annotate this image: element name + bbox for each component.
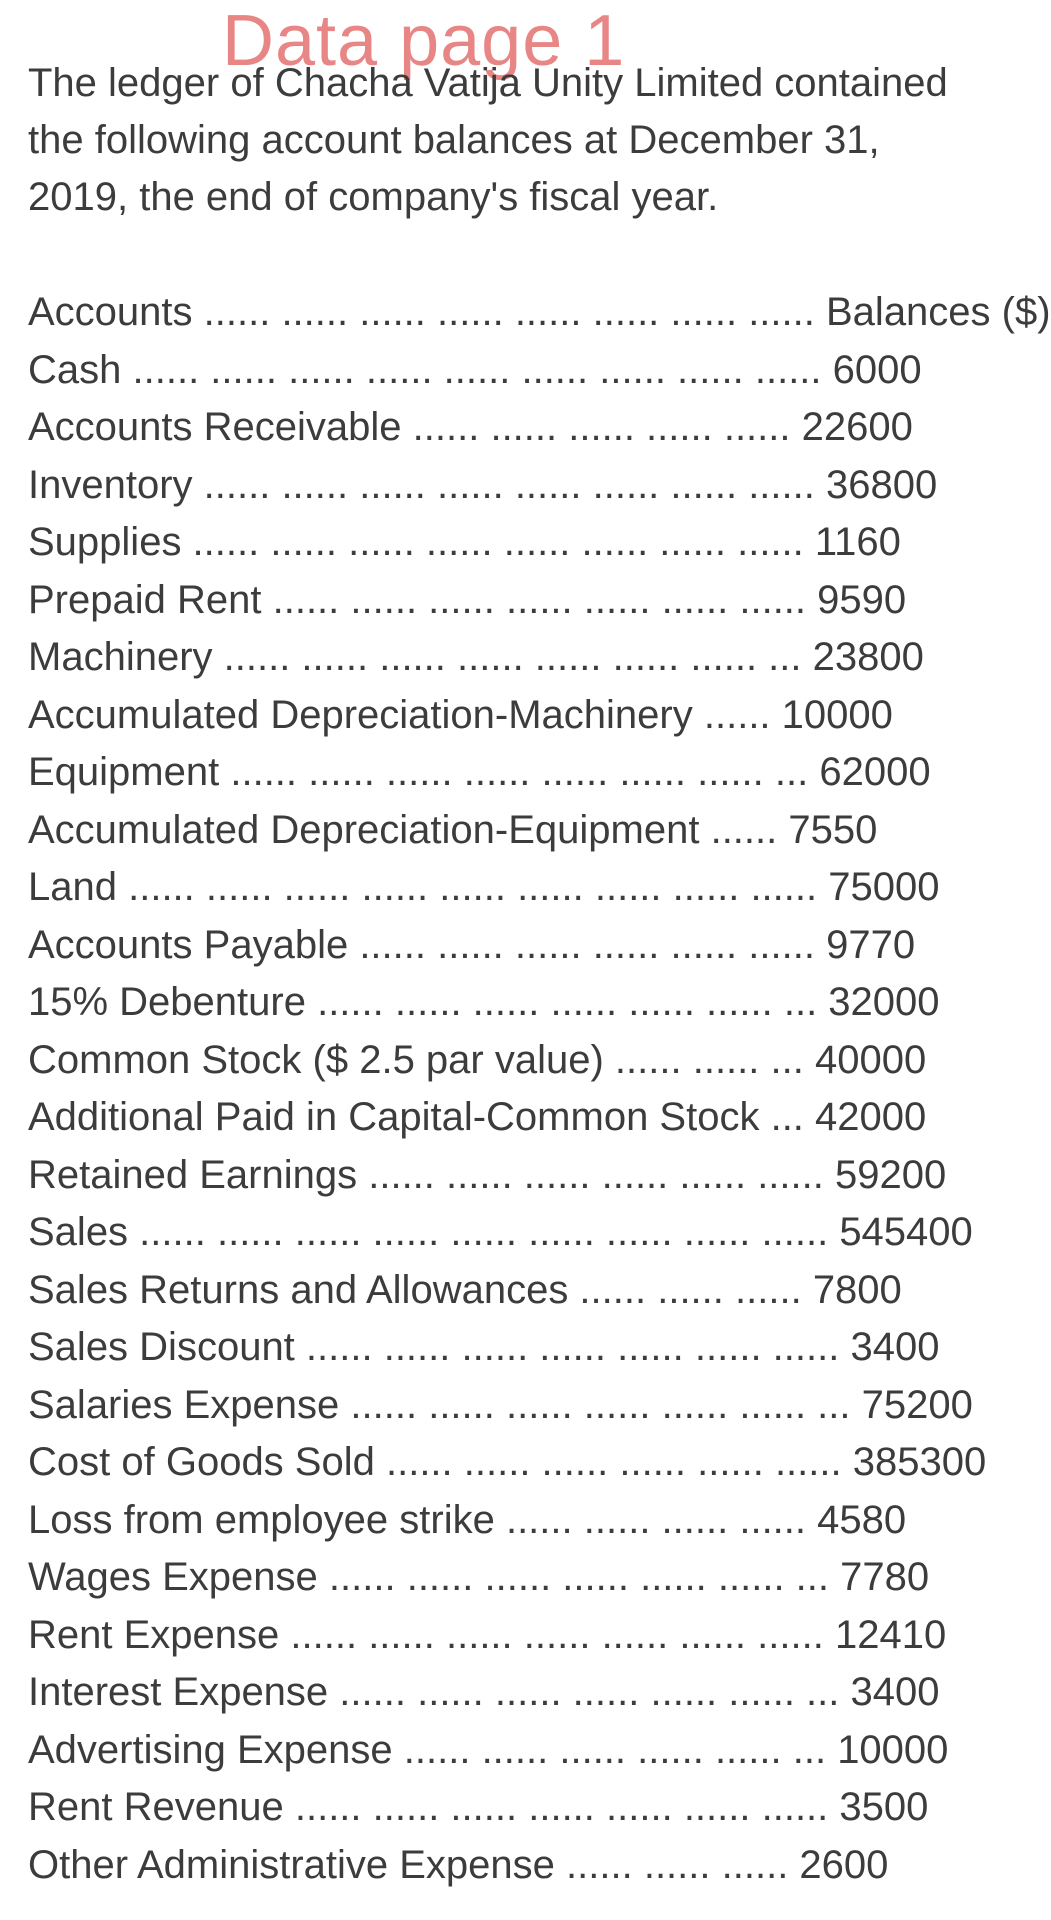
ledger-row <box>28 1779 1051 1837</box>
dot-leader: ...... ...... ...... <box>554 1842 800 1887</box>
account-name: Wages Expense <box>28 1555 318 1599</box>
dot-leader: ...... ...... ...... ...... ...... ...... ...... ...... <box>192 290 826 334</box>
dot-leader: ...... ...... ...... ...... ...... ...... ...... ...... ...... <box>121 347 833 392</box>
dot-leader: ...... ...... ...... ...... <box>494 1497 818 1542</box>
ledger-row <box>28 1032 1051 1090</box>
intro-paragraph: The ledger of Chacha Vatija Unity Limited contained the following account balances at December 31, 2019, the end of company's fiscal year. <box>28 61 948 219</box>
account-balance: 7800 <box>812 1267 902 1312</box>
account-balance: 7780 <box>840 1555 930 1599</box>
ledger-row <box>28 1434 1051 1492</box>
ledger-row <box>28 859 1051 917</box>
ledger-row <box>28 917 1051 975</box>
ledger-row <box>28 1492 1051 1550</box>
account-name: Common Stock ($ 2.5 par value) <box>28 1037 604 1082</box>
dot-leader: ...... ...... ...... ...... ...... ...... ...... <box>283 1785 840 1829</box>
dot-leader: ...... ...... ...... ...... ...... ...... ...... <box>279 1612 835 1657</box>
account-name: Salaries Expense <box>28 1382 340 1427</box>
account-balance: 9590 <box>817 577 907 622</box>
account-balance: 1160 <box>814 520 901 564</box>
account-name: Accounts Payable <box>28 922 349 967</box>
account-balance: 3500 <box>839 1785 929 1829</box>
account-balance: 4580 <box>817 1497 907 1542</box>
dot-leader: ...... <box>692 692 782 737</box>
account-name: Accumulated Depreciation-Equipment <box>28 807 700 852</box>
ledger-row <box>28 802 1051 860</box>
account-name: Equipment <box>28 750 220 794</box>
account-name: Advertising Expense <box>28 1727 393 1772</box>
dot-leader: ...... ...... ...... ...... ...... ...... ... <box>305 980 829 1024</box>
ledger-row <box>28 342 1051 400</box>
dot-leader: ...... ...... ...... ...... ...... ...... ... <box>339 1382 862 1427</box>
account-balance: 3400 <box>850 1670 940 1714</box>
ledger-row <box>28 1549 1051 1607</box>
account-name: Rent Expense <box>28 1612 280 1657</box>
dot-leader: ...... ...... ...... ...... ...... ...... ... <box>328 1670 851 1714</box>
ledger-row <box>28 1607 1051 1665</box>
ledger-row <box>28 572 1051 630</box>
account-name: Prepaid Rent <box>28 577 262 622</box>
account-name: 15% Debenture <box>28 980 306 1024</box>
ledger-row <box>28 514 1051 572</box>
dot-leader: ...... ...... ...... ...... ...... ...... ...... <box>261 577 818 622</box>
account-balance: 7550 <box>788 807 878 852</box>
account-name: Accounts Receivable <box>28 405 402 449</box>
account-balance: 10000 <box>837 1727 949 1772</box>
account-balance: 23800 <box>812 635 924 679</box>
account-name: Land <box>28 865 117 909</box>
account-name: Other Administrative Expense <box>28 1842 555 1887</box>
account-balance: 59200 <box>834 1152 947 1197</box>
account-balance: 12410 <box>834 1612 947 1657</box>
account-name: Machinery <box>28 635 213 679</box>
ledger-row <box>28 1837 1051 1895</box>
account-balance: 9770 <box>826 922 916 967</box>
dot-leader: ...... ...... ...... ...... ...... <box>401 405 802 449</box>
dot-leader: ...... ...... ...... ...... ...... ...... <box>348 922 827 967</box>
ledger-list <box>28 284 1051 1894</box>
account-name: Additional Paid in Capital-Common Stock <box>28 1095 760 1139</box>
ledger-row <box>28 974 1051 1032</box>
account-balance: 75000 <box>828 865 940 909</box>
account-name: Cash <box>28 347 122 392</box>
account-name: Retained Earnings <box>28 1152 358 1197</box>
account-name: Accumulated Depreciation-Machinery <box>28 692 693 737</box>
account-name: Interest Expense <box>28 1670 329 1714</box>
ledger-row <box>28 1377 1051 1435</box>
account-name: Supplies <box>28 520 182 564</box>
account-balance: 32000 <box>828 980 940 1024</box>
account-name: Sales <box>28 1210 129 1254</box>
account-balance: 3400 <box>850 1325 940 1369</box>
account-name: Sales Returns and Allowances <box>28 1267 569 1312</box>
dot-leader: ...... ...... ...... ...... ...... ... <box>392 1727 838 1772</box>
dot-leader: ...... ...... ...... ...... ...... ...... <box>374 1440 853 1484</box>
account-name: Rent Revenue <box>28 1785 284 1829</box>
ledger-row <box>28 399 1051 457</box>
ledger-row <box>28 629 1051 687</box>
account-balance: 75200 <box>861 1382 973 1427</box>
account-balance: 2600 <box>799 1842 889 1887</box>
account-balance: 42000 <box>815 1095 927 1139</box>
ledger-row <box>28 1204 1051 1262</box>
dot-leader: ...... ...... ...... ...... ...... ...... <box>357 1152 835 1197</box>
dot-leader: ...... ...... ...... ...... ...... ...... ...... ...... ...... <box>116 865 829 909</box>
dot-leader: ...... ...... ...... ...... ...... ...... ... <box>317 1555 841 1599</box>
account-balance: 22600 <box>801 405 913 449</box>
header-label: Accounts <box>28 290 193 334</box>
ledger-row <box>28 1722 1051 1780</box>
account-balance: 40000 <box>814 1037 927 1082</box>
dot-leader: ...... ...... ...... ...... ...... ...... ...... ... <box>212 635 813 679</box>
ledger-row <box>28 457 1051 515</box>
account-balance: 10000 <box>781 692 893 737</box>
ledger-row <box>28 1147 1051 1205</box>
account-balance: 62000 <box>819 750 931 794</box>
ledger-row <box>28 1664 1051 1722</box>
ledger-row <box>28 1319 1051 1377</box>
ledger-row <box>28 1262 1051 1320</box>
account-name: Cost of Goods Sold <box>28 1440 375 1484</box>
dot-leader: ... <box>759 1095 816 1139</box>
ledger-header-row <box>28 284 1051 342</box>
dot-leader: ...... ...... ...... <box>568 1267 813 1312</box>
dot-leader: ...... <box>699 807 789 852</box>
account-balance: 36800 <box>826 462 938 507</box>
dot-leader: ...... ...... ...... ...... ...... ...... ...... ...... <box>181 520 815 564</box>
header-value: Balances ($) <box>826 290 1051 334</box>
dot-leader: ...... ...... ...... ...... ...... ...... ...... ...... ...... <box>128 1210 840 1254</box>
account-balance: 6000 <box>832 347 922 392</box>
ledger-row <box>28 1089 1051 1147</box>
dot-leader: ...... ...... ...... ...... ...... ...... ...... ...... <box>192 462 826 507</box>
ledger-row <box>28 687 1051 745</box>
account-balance: 385300 <box>852 1440 987 1484</box>
dot-leader: ...... ...... ...... ...... ...... ...... ...... <box>294 1325 851 1369</box>
dot-leader: ...... ...... ...... ...... ...... ...... ...... ... <box>219 750 820 794</box>
watermark: Data page 1 <box>222 1 626 81</box>
account-name: Inventory <box>28 462 193 507</box>
dot-leader: ...... ...... ... <box>603 1037 815 1082</box>
account-name: Loss from employee strike <box>28 1497 495 1542</box>
account-name: Sales Discount <box>28 1325 295 1369</box>
account-balance: 545400 <box>839 1210 973 1254</box>
ledger-row <box>28 744 1051 802</box>
